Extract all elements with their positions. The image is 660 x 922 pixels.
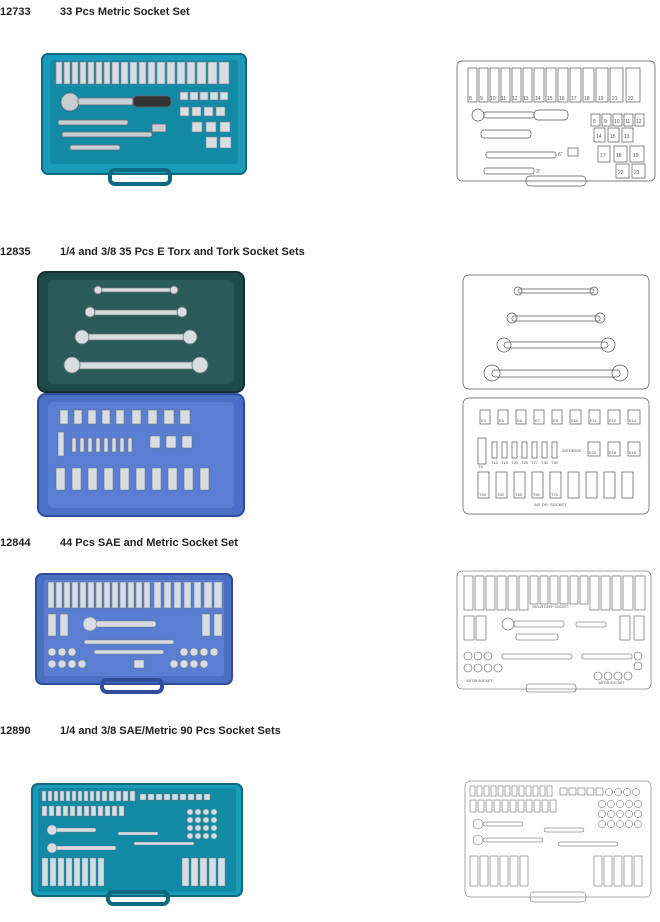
diagram-label: 22 <box>628 96 634 102</box>
diagram-label: 21 <box>612 96 618 102</box>
diagram-label: 13 <box>523 96 529 102</box>
layout-diagram-12844 <box>456 570 652 694</box>
diagram-label: E14 <box>629 418 637 423</box>
section-heading-12890 <box>0 725 400 739</box>
diagram-label: 12 <box>512 96 518 102</box>
diagram-label: 3/8"DR SOCKET <box>466 679 493 683</box>
diagram-label: 18 <box>616 153 622 159</box>
diagram-label: 3/8" DR. SOCKET <box>534 502 567 507</box>
diagram-label: 8 <box>469 96 472 102</box>
diagram-label: 9 <box>604 119 607 125</box>
diagram-label: E4 <box>481 418 486 423</box>
product-photo-12733 <box>40 52 248 188</box>
product-code: 12844 <box>0 537 31 549</box>
diagram-label: E18 <box>609 450 617 455</box>
section-heading-12733 <box>0 6 400 20</box>
diagram-label: 15 <box>610 134 616 140</box>
diagram-label: 16 <box>559 96 565 102</box>
diagram-label: E12 <box>609 418 617 423</box>
diagram-label: 18 <box>584 96 590 102</box>
diagram-label: E5 <box>499 418 504 423</box>
diagram-label: E11 <box>590 418 597 423</box>
diagram-label: 14 <box>535 96 541 102</box>
diagram-label: 15 <box>547 96 553 102</box>
diagram-label: 3/8"DR DEEP SOCKET <box>532 605 569 609</box>
diagram-label: 21 <box>634 170 640 176</box>
diagram-label: 12 <box>636 119 642 125</box>
diagram-label: 10 <box>614 119 620 125</box>
product-code: 12890 <box>0 725 31 737</box>
diagram-label: 13 <box>624 134 630 140</box>
layout-diagram-12733 <box>456 60 656 190</box>
diagram-label: T70 <box>551 492 558 497</box>
diagram-label: 11 <box>501 96 507 102</box>
diagram-label: E6 <box>517 418 522 423</box>
product-title: 33 Pcs Metric Socket Set <box>60 6 190 18</box>
diagram-label: E8 <box>553 418 558 423</box>
product-photo-12835 <box>36 270 246 520</box>
diagram-label: 3/8"DR SOCKET <box>598 681 625 685</box>
diagram-label: 19 <box>598 96 604 102</box>
diagram-label: E7 <box>535 418 540 423</box>
diagram-label: T55 <box>515 492 522 497</box>
diagram-label: T20 <box>511 460 518 465</box>
diagram-label: 19 <box>633 153 639 159</box>
section-heading-12835 <box>0 246 400 260</box>
diagram-label: T8 <box>478 464 483 469</box>
diagram-label: 3" <box>536 169 541 175</box>
diagram-label: E16 <box>629 450 637 455</box>
diagram-label: E20 <box>589 450 597 455</box>
diagram-label: T15 <box>501 460 508 465</box>
diagram-label: 14 <box>596 134 602 140</box>
diagram-label: T40 <box>551 460 558 465</box>
diagram-label: 17 <box>600 153 606 159</box>
diagram-label: T30 <box>541 460 548 465</box>
diagram-label: T27 <box>531 460 538 465</box>
diagram-label: T10 <box>491 460 498 465</box>
product-photo-12844 <box>34 572 234 696</box>
diagram-label: 6" <box>558 152 563 158</box>
diagram-label: T50 <box>497 492 504 497</box>
section-heading-12844 <box>0 537 400 551</box>
diagram-label: 22 <box>618 170 624 176</box>
product-title: 1/4 and 3/8 35 Pcs E Torx and Tork Socket Sets <box>60 246 305 258</box>
diagram-label: 8 <box>593 119 596 125</box>
diagram-label: 3/8"DRIVE <box>562 448 582 453</box>
layout-diagram-12890 <box>464 780 654 908</box>
diagram-label: 9 <box>480 96 483 102</box>
diagram-label: E10 <box>571 418 579 423</box>
diagram-label: 11 <box>625 119 631 125</box>
product-code: 12733 <box>0 6 31 18</box>
diagram-label: T60 <box>533 492 540 497</box>
diagram-label: T45 <box>479 492 486 497</box>
product-title: 1/4 and 3/8 SAE/Metric 90 Pcs Socket Sets <box>60 725 281 737</box>
product-photo-12890 <box>30 782 244 906</box>
diagram-label: 10 <box>490 96 496 102</box>
product-title: 44 Pcs SAE and Metric Socket Set <box>60 537 238 549</box>
layout-diagram-12835 <box>462 274 652 524</box>
diagram-label: 17 <box>571 96 577 102</box>
diagram-label: T25 <box>521 460 528 465</box>
product-code: 12835 <box>0 246 31 258</box>
